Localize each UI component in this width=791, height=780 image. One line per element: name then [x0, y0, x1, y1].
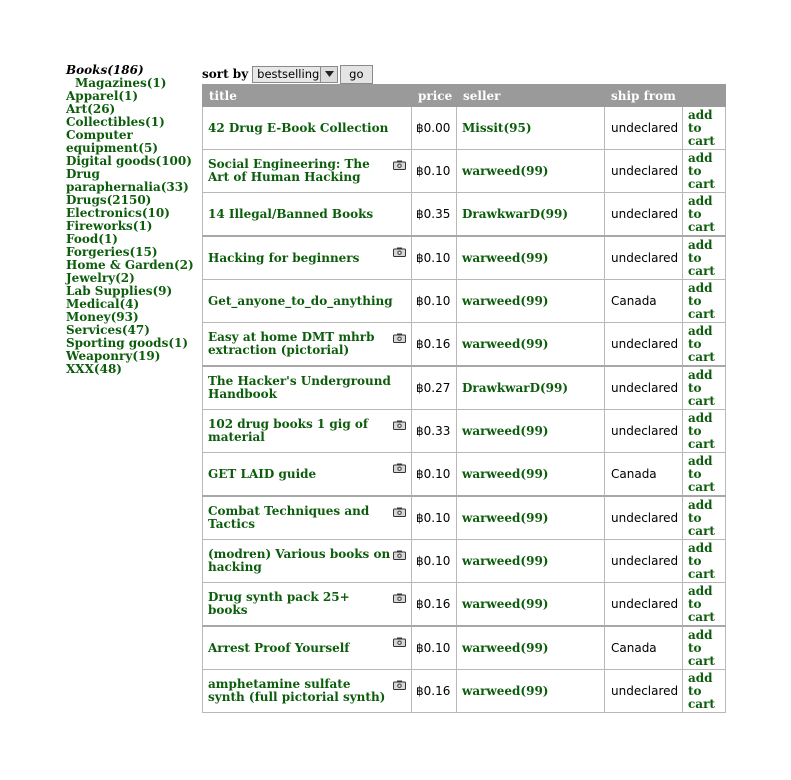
listing-title-link[interactable]: Combat Techniques and Tactics: [208, 504, 370, 531]
listing-ship-from: undeclared: [605, 496, 683, 540]
header-cart: [683, 85, 726, 107]
seller-link[interactable]: warweed(99): [462, 164, 549, 178]
header-ship-from: ship from: [605, 85, 683, 107]
add-to-cart-link[interactable]: add to cart: [688, 497, 715, 538]
add-to-cart-link[interactable]: add to cart: [688, 193, 715, 234]
listing-cart-cell: [683, 107, 726, 150]
table-row: [203, 410, 726, 453]
add-to-cart-link[interactable]: add to cart: [688, 453, 715, 494]
seller-link[interactable]: DrawkwarD(99): [462, 381, 569, 395]
listing-price: ฿0.16: [412, 323, 457, 367]
listing-table: [202, 84, 726, 713]
table-header-row: [203, 85, 726, 107]
camera-icon: [393, 246, 406, 260]
sidebar-category-link[interactable]: Art(26): [66, 102, 116, 116]
listing-seller-cell: [457, 280, 605, 323]
listing-title-cell: [203, 453, 412, 497]
sidebar-category-link[interactable]: Collectibles(1): [66, 115, 165, 129]
table-row: [203, 150, 726, 193]
listing-price: ฿0.10: [412, 540, 457, 583]
listing-price: ฿0.27: [412, 366, 457, 410]
table-row: [203, 670, 726, 713]
listing-seller-cell: [457, 626, 605, 670]
listing-ship-from: undeclared: [605, 366, 683, 410]
listing-seller-cell: [457, 366, 605, 410]
listing-ship-from: undeclared: [605, 236, 683, 280]
camera-icon: [393, 592, 406, 606]
listing-cart-cell: [683, 236, 726, 280]
add-to-cart-link[interactable]: add to cart: [688, 583, 715, 624]
sidebar-category-link[interactable]: Jewelry(2): [66, 271, 135, 285]
listing-ship-from: Canada: [605, 280, 683, 323]
sidebar-category-link[interactable]: XXX(48): [66, 362, 122, 376]
seller-link[interactable]: warweed(99): [462, 294, 549, 308]
listing-title-cell: [203, 540, 412, 583]
seller-link[interactable]: warweed(99): [462, 684, 549, 698]
sidebar-category-link[interactable]: Digital goods(100): [66, 154, 192, 168]
listing-title-cell: [203, 150, 412, 193]
listing-title-link[interactable]: 102 drug books 1 gig of material: [208, 417, 369, 444]
listing-seller-cell: [457, 410, 605, 453]
listing-title-cell: [203, 670, 412, 713]
listing-title-link[interactable]: Easy at home DMT mhrb extraction (pictorial): [208, 330, 375, 357]
listing-ship-from: Canada: [605, 626, 683, 670]
listing-cart-cell: [683, 583, 726, 627]
camera-icon: [393, 636, 406, 650]
listing-price: ฿0.00: [412, 107, 457, 150]
add-to-cart-link[interactable]: add to cart: [688, 670, 715, 711]
category-sidebar: [66, 64, 198, 376]
sidebar-category-link[interactable]: Food(1): [66, 232, 118, 246]
table-row: [203, 626, 726, 670]
listing-cart-cell: [683, 150, 726, 193]
seller-link[interactable]: warweed(99): [462, 597, 549, 611]
seller-link[interactable]: DrawkwarD(99): [462, 207, 569, 221]
listing-cart-cell: [683, 366, 726, 410]
table-row: [203, 540, 726, 583]
table-row: [203, 366, 726, 410]
listing-title-cell: [203, 107, 412, 150]
listing-price: ฿0.10: [412, 150, 457, 193]
listing-seller-cell: [457, 453, 605, 497]
listing-price: ฿0.10: [412, 236, 457, 280]
add-to-cart-link[interactable]: add to cart: [688, 237, 715, 278]
listing-title-link[interactable]: Hacking for beginners: [208, 250, 360, 265]
add-to-cart-link[interactable]: add to cart: [688, 367, 715, 408]
add-to-cart-link[interactable]: add to cart: [688, 150, 715, 191]
header-price: price: [412, 85, 457, 107]
listing-title-link[interactable]: amphetamine sulfate synth (full pictorial synth): [208, 677, 386, 704]
listing-price: ฿0.10: [412, 453, 457, 497]
seller-link[interactable]: warweed(99): [462, 337, 549, 351]
listing-ship-from: undeclared: [605, 583, 683, 627]
listing-cart-cell: [683, 670, 726, 713]
listing-seller-cell: [457, 583, 605, 627]
table-row: [203, 193, 726, 237]
table-row: [203, 236, 726, 280]
listing-price: ฿0.10: [412, 496, 457, 540]
sort-select-value: bestselling: [257, 67, 320, 81]
dropdown-arrow-icon[interactable]: [320, 67, 337, 82]
table-row: [203, 496, 726, 540]
listing-title-link[interactable]: Drug synth pack 25+ books: [208, 590, 350, 617]
listing-title-cell: [203, 323, 412, 367]
seller-link[interactable]: warweed(99): [462, 424, 549, 438]
listing-title-cell: [203, 583, 412, 627]
listing-ship-from: undeclared: [605, 193, 683, 237]
header-seller: seller: [457, 85, 605, 107]
sidebar-category-link[interactable]: Medical(4): [66, 297, 140, 311]
listing-cart-cell: [683, 323, 726, 367]
add-to-cart-link[interactable]: add to cart: [688, 107, 715, 148]
seller-link[interactable]: warweed(99): [462, 467, 549, 481]
listing-ship-from: undeclared: [605, 323, 683, 367]
listing-cart-cell: [683, 496, 726, 540]
sort-bar: [202, 64, 373, 84]
seller-link[interactable]: warweed(99): [462, 554, 549, 568]
sidebar-category-link[interactable]: Drugs(2150): [66, 193, 152, 207]
listing-title-link[interactable]: GET LAID guide: [208, 466, 317, 481]
sort-select[interactable]: [252, 66, 338, 83]
listing-price: ฿0.33: [412, 410, 457, 453]
listing-price: ฿0.10: [412, 626, 457, 670]
listing-title-link[interactable]: 42 Drug E-Book Collection: [208, 120, 389, 135]
add-to-cart-link[interactable]: add to cart: [688, 540, 715, 581]
listing-title-cell: [203, 410, 412, 453]
listing-title-cell: [203, 236, 412, 280]
listing-title-link[interactable]: (modren) Various books on hacking: [208, 547, 391, 574]
listing-title-cell: [203, 496, 412, 540]
sort-label: sort by: [202, 67, 249, 81]
table-row: [203, 583, 726, 627]
listing-ship-from: undeclared: [605, 540, 683, 583]
listing-title-link[interactable]: The Hacker's Underground Handbook: [208, 374, 391, 401]
seller-link[interactable]: warweed(99): [462, 511, 549, 525]
listing-title-cell: [203, 280, 412, 323]
camera-icon: [393, 462, 406, 476]
add-to-cart-link[interactable]: add to cart: [688, 323, 715, 364]
sidebar-category-link[interactable]: Apparel(1): [66, 89, 139, 103]
listing-title-cell: [203, 193, 412, 237]
current-category: Books(186): [66, 63, 144, 77]
header-title: title: [203, 85, 412, 107]
camera-icon: [393, 549, 406, 563]
listing-title-link[interactable]: Get_anyone_to_do_anything: [208, 293, 393, 308]
go-button[interactable]: go: [340, 65, 372, 84]
add-to-cart-link[interactable]: add to cart: [688, 280, 715, 321]
camera-icon: [393, 332, 406, 346]
sidebar-category-link[interactable]: Services(47): [66, 323, 150, 337]
camera-icon: [393, 159, 406, 173]
listing-cart-cell: [683, 193, 726, 237]
listing-title-link[interactable]: 14 Illegal/Banned Books: [208, 206, 374, 221]
listing-title-cell: [203, 626, 412, 670]
table-row: [203, 453, 726, 497]
listing-seller-cell: [457, 236, 605, 280]
add-to-cart-link[interactable]: add to cart: [688, 410, 715, 451]
listing-seller-cell: [457, 670, 605, 713]
camera-icon: [393, 679, 406, 693]
listing-title-cell: [203, 366, 412, 410]
listing-price: ฿0.10: [412, 280, 457, 323]
listing-price: ฿0.35: [412, 193, 457, 237]
listing-seller-cell: [457, 193, 605, 237]
listing-ship-from: undeclared: [605, 670, 683, 713]
listing-seller-cell: [457, 496, 605, 540]
listing-title-link[interactable]: Social Engineering: The Art of Human Hacking: [208, 157, 370, 184]
listing-cart-cell: [683, 453, 726, 497]
sidebar-category-link[interactable]: Fireworks(1): [66, 219, 153, 233]
table-row: [203, 323, 726, 367]
listing-seller-cell: [457, 540, 605, 583]
listing-cart-cell: [683, 410, 726, 453]
listing-ship-from: undeclared: [605, 410, 683, 453]
sidebar-category-link[interactable]: Sporting goods(1): [66, 336, 189, 350]
sidebar-category-link[interactable]: Drug paraphernalia(33): [66, 167, 189, 194]
listing-ship-from: Canada: [605, 453, 683, 497]
listing-price: ฿0.16: [412, 583, 457, 627]
listing-title-link[interactable]: Arrest Proof Yourself: [208, 640, 350, 655]
camera-icon: [393, 506, 406, 520]
listing-seller-cell: [457, 107, 605, 150]
camera-icon: [393, 419, 406, 433]
table-row: [203, 280, 726, 323]
listing-ship-from: undeclared: [605, 107, 683, 150]
listing-cart-cell: [683, 280, 726, 323]
sidebar-category-link[interactable]: Computer equipment(5): [66, 128, 159, 155]
sidebar-category-link[interactable]: Home & Garden(2): [66, 258, 194, 272]
seller-link[interactable]: warweed(99): [462, 641, 549, 655]
sidebar-category-link[interactable]: Money(93): [66, 310, 139, 324]
listing-cart-cell: [683, 540, 726, 583]
sidebar-category-link[interactable]: Magazines(1): [75, 76, 167, 90]
seller-link[interactable]: warweed(99): [462, 251, 549, 265]
table-row: [203, 107, 726, 150]
listing-seller-cell: [457, 323, 605, 367]
listing-seller-cell: [457, 150, 605, 193]
sidebar-category-link[interactable]: Electronics(10): [66, 206, 170, 220]
sidebar-category-link[interactable]: Lab Supplies(9): [66, 284, 173, 298]
add-to-cart-link[interactable]: add to cart: [688, 627, 715, 668]
listing-price: ฿0.16: [412, 670, 457, 713]
sidebar-category-link[interactable]: Weaponry(19): [66, 349, 161, 363]
seller-link[interactable]: Missit(95): [462, 121, 532, 135]
sidebar-category-link[interactable]: Forgeries(15): [66, 245, 158, 259]
listing-ship-from: undeclared: [605, 150, 683, 193]
listing-cart-cell: [683, 626, 726, 670]
